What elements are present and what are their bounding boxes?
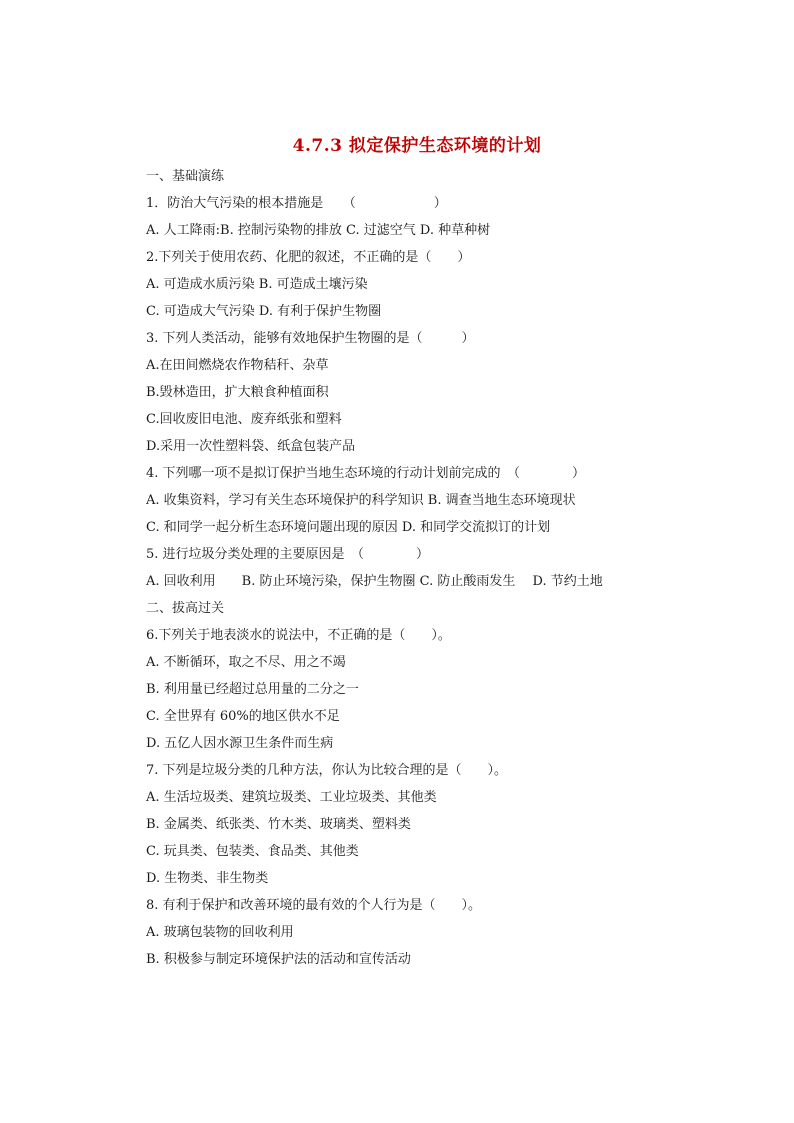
text-line: A. 收集资料，学习有关生态环境保护的科学知识 B. 调查当地生态环境现状: [146, 493, 576, 508]
text-line: A. 可造成水质污染 B. 可造成土壤污染: [146, 277, 368, 292]
text-line: A. 人工降雨:B. 控制污染物的排放 C. 过滤空气 D. 种草种树: [146, 223, 491, 238]
text-line: A. 玻璃包装物的回收利用: [146, 925, 294, 940]
text-line: B. 积极参与制定环境保护法的活动和宣传活动: [146, 952, 411, 967]
text-line: C.回收废旧电池、废弃纸张和塑料: [146, 412, 342, 427]
text-line: D. 生物类、非生物类: [146, 871, 269, 886]
text-line: D.采用一次性塑料袋、纸盒包装产品: [146, 439, 356, 454]
text-line: 1．防治大气污染的根本措施是 （ ）: [146, 196, 447, 211]
text-line: C. 可造成大气污染 D. 有利于保护生物圈: [146, 304, 382, 319]
text-line: 一、基础演练: [146, 169, 225, 184]
text-line: 5. 进行垃圾分类处理的主要原因是 （ ）: [146, 547, 430, 562]
text-line: A. 生活垃圾类、建筑垃圾类、工业垃圾类、其他类: [146, 790, 437, 805]
text-line: B.毁林造田，扩大粮食种植面积: [146, 385, 329, 400]
text-line: B. 利用量已经超过总用量的二分之一: [146, 682, 359, 697]
text-line: 2.下列关于使用农药、化肥的叙述，不正确的是（ ）: [146, 250, 471, 265]
text-line: 二、拔高过关: [146, 601, 225, 616]
text-line: A. 不断循环，取之不尽、用之不竭: [146, 655, 346, 670]
text-line: A. 回收利用 B. 防止环境污染，保护生物圈 C. 防止酸雨发生 D. 节约土地: [146, 574, 603, 589]
text-line: 6.下列关于地表淡水的说法中，不正确的是（ ）。: [146, 628, 451, 643]
text-line: A.在田间燃烧农作物秸秆、杂草: [146, 358, 329, 373]
text-line: C. 玩具类、包装类、食品类、其他类: [146, 844, 359, 859]
text-line: 4. 下列哪一项不是拟订保护当地生态环境的行动计划前完成的 （ ）: [146, 466, 586, 481]
text-line: C. 和同学一起分析生态环境问题出现的原因 D. 和同学交流拟订的计划: [146, 520, 551, 535]
text-line: C. 全世界有 60%的地区供水不足: [146, 709, 340, 724]
text-line: 7. 下列是垃圾分类的几种方法，你认为比较合理的是（ ）。: [146, 763, 508, 778]
text-line: 3. 下列人类活动，能够有效地保护生物圈的是（ ）: [146, 331, 475, 346]
text-line: B. 金属类、纸张类、竹木类、玻璃类、塑料类: [146, 817, 411, 832]
text-line: 8. 有利于保护和改善环境的最有效的个人行为是（ ）。: [146, 898, 482, 913]
document-title: 4.7.3 拟定保护生态环境的计划: [292, 136, 542, 156]
text-line: D. 五亿人因水源卫生条件而生病: [146, 736, 334, 751]
exercise-body: [146, 166, 706, 976]
